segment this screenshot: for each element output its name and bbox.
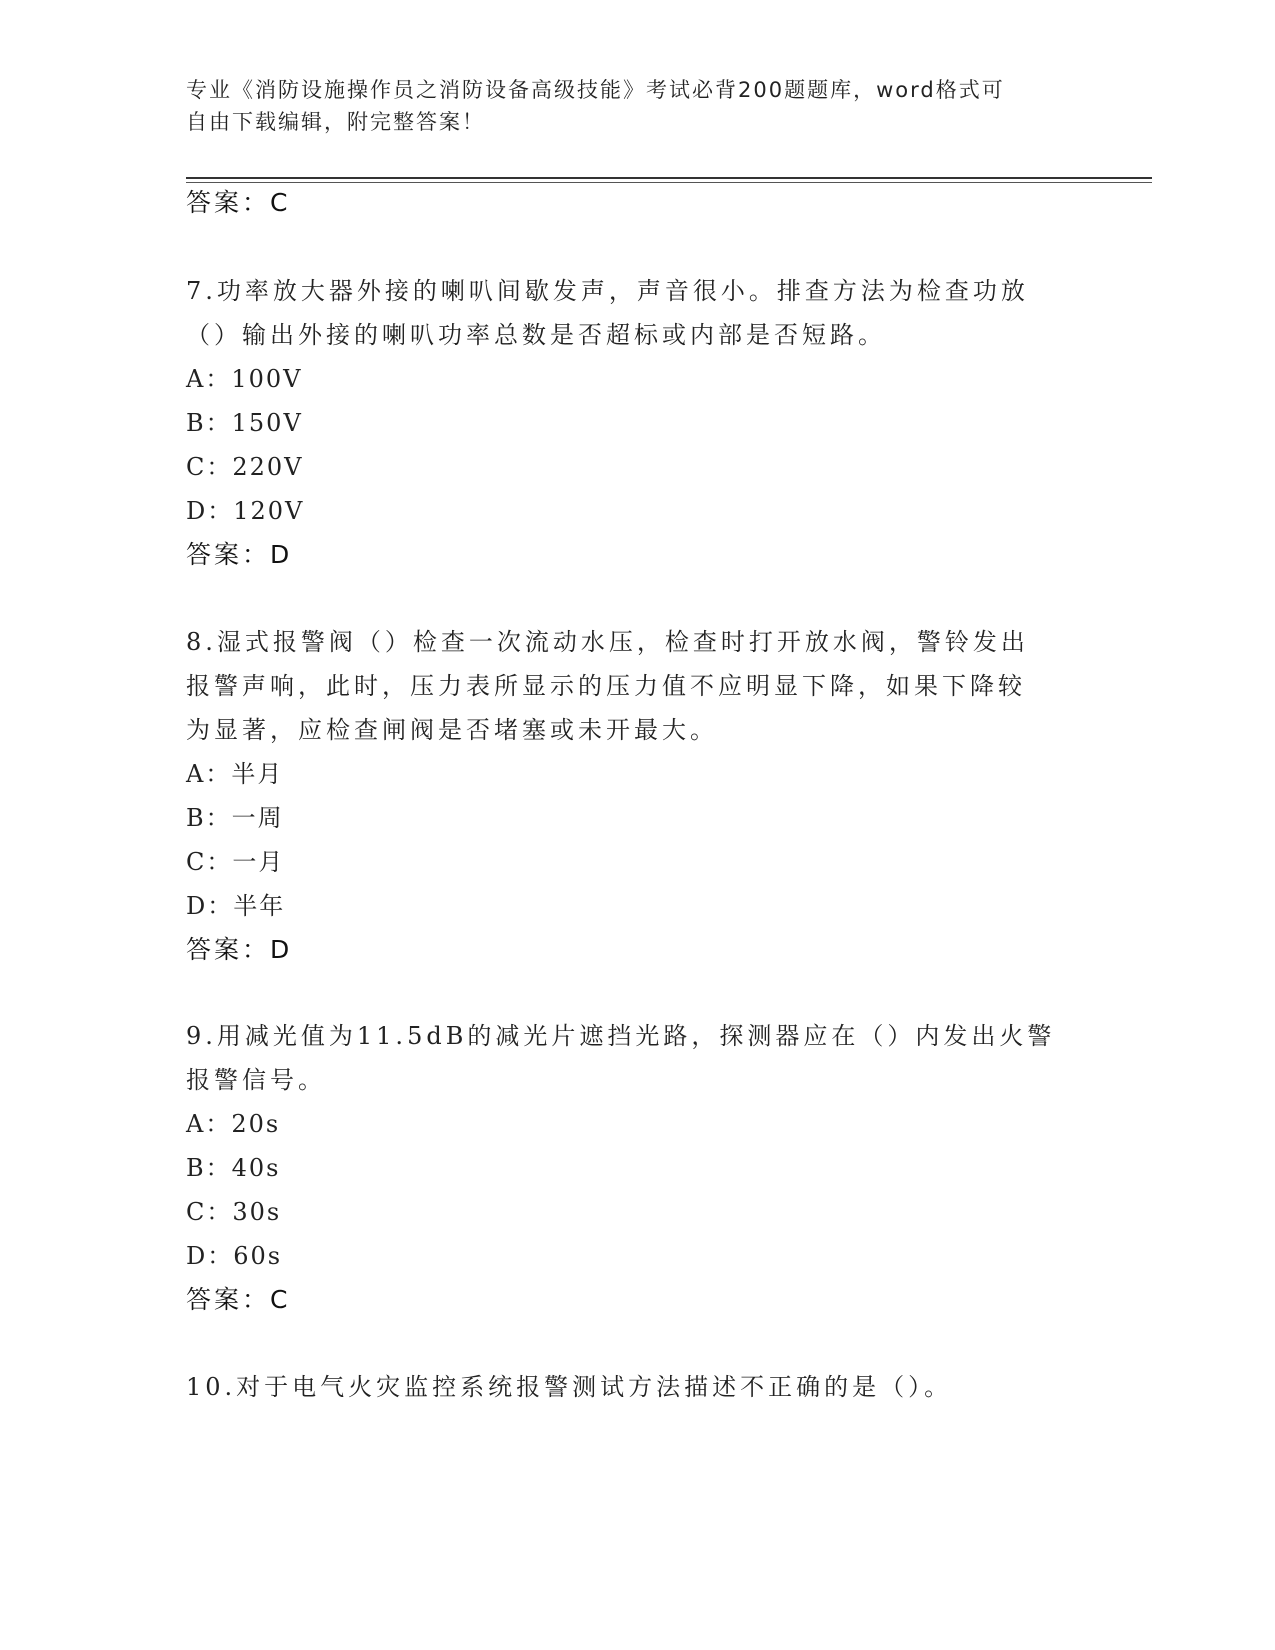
question-7-line-2: （）输出外接的喇叭功率总数是否超标或内部是否短路。 (186, 321, 886, 349)
answer-previous: 答案：C (186, 188, 291, 217)
question-9-line-1: 9.用减光值为11.5dB的减光片遮挡光路，探测器应在（）内发出火警 (186, 1022, 1056, 1050)
header-divider-thick (186, 177, 1152, 179)
question-9-option-b: B：40s (186, 1154, 281, 1182)
question-7-option-b: B：150V (186, 409, 303, 437)
question-8-option-d: D：半年 (186, 892, 286, 920)
header-line-2: 自由下载编辑，附完整答案！ (186, 110, 485, 134)
question-7-answer: 答案：D (186, 540, 293, 569)
question-9-answer: 答案：C (186, 1285, 291, 1314)
question-8-option-a: A：半月 (186, 760, 284, 788)
header-divider-thin (186, 182, 1152, 183)
question-8-line-3: 为显著，应检查闸阀是否堵塞或未开最大。 (186, 716, 718, 744)
question-10-line-1: 10.对于电气火灾监控系统报警测试方法描述不正确的是（）。 (186, 1373, 953, 1401)
question-8-answer: 答案：D (186, 935, 293, 964)
question-9-option-c: C：30s (186, 1198, 282, 1226)
question-7-option-d: D：120V (186, 497, 305, 525)
question-8-line-2: 报警声响，此时，压力表所显示的压力值不应明显下降，如果下降较 (186, 672, 1026, 700)
question-9-option-d: D：60s (186, 1242, 283, 1270)
question-8-option-b: B：一周 (186, 804, 284, 832)
question-7-option-c: C：220V (186, 453, 304, 481)
header-line-1: 专业《消防设施操作员之消防设备高级技能》考试必背200题题库，word格式可 (186, 78, 1005, 102)
question-9-line-2: 报警信号。 (186, 1066, 326, 1094)
question-7-line-1: 7.功率放大器外接的喇叭间歇发声，声音很小。排查方法为检查功放 (186, 277, 1029, 305)
question-9-option-a: A：20s (186, 1110, 281, 1138)
document-header (186, 74, 1066, 138)
question-8-option-c: C：一月 (186, 848, 285, 876)
question-8-line-1: 8.湿式报警阀（）检查一次流动水压，检查时打开放水阀，警铃发出 (186, 628, 1029, 656)
question-7-option-a: A：100V (186, 365, 303, 393)
